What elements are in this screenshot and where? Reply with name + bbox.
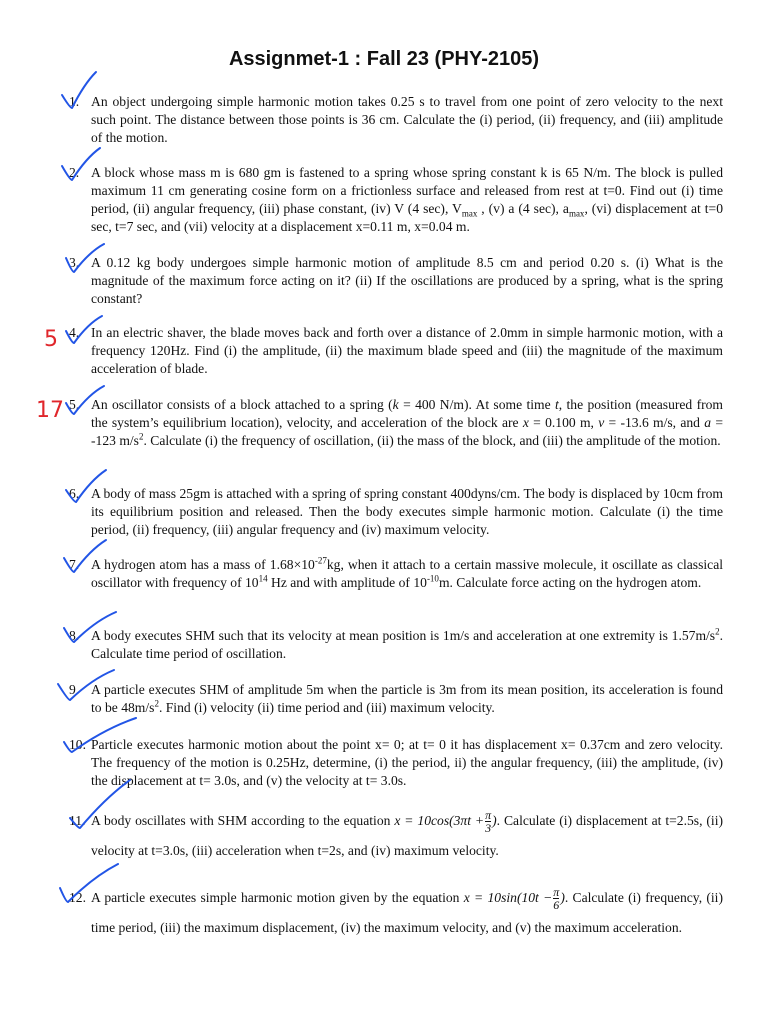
- question-number: 11.: [69, 813, 86, 828]
- question-5: [69, 396, 723, 450]
- question-12: [69, 883, 723, 943]
- question-text: Particle executes harmonic motion about the point x= 0; at t= 0 it has displacement x= 0.37cm and zero velocity. The frequency of the motion is 0.25Hz, determine, (i) the period, ii) the angular frequency, (iii) the amplitude, (iv) the displacement at t= 3.0s, and (v) the velocity at t= 3.0s.: [91, 737, 723, 788]
- page-title: Assignmet-1 : Fall 23 (PHY-2105): [228, 48, 540, 70]
- question-text: A block whose mass m is 680 gm is fastened to a spring whose spring constant k is 65 N/m. The block is pulled maximum 11 cm generating cosine form on a frictionless surface and released from rest at t=0. Find out (i) time period, (ii) angular frequency, (iii) phase constant, (iv) V (4 sec), $V_{max}$ , (v) a (4 sec), $a_{max}$, (vi) displacement at t=0 sec, t=7 sec, and (vii) velocity at a displacement x=0.11 m, x=0.04 m.: [91, 165, 723, 234]
- question-number: 6.: [69, 486, 80, 501]
- question-number: 12.: [69, 890, 86, 905]
- question-3: [69, 254, 723, 308]
- question-number: 10.: [69, 737, 86, 752]
- question-text: An oscillator consists of a block attached to a spring (k = 400 N/m). At some time t, the position (measured from the system’s equilibrium location), velocity, and acceleration of the block are x = 0.100 m, v = -13.6 m/s, and a = -123 $m/s^2$. Calculate (i) the frequency of oscillation, (ii) the mass of the block, and (iii) the amplitude of the motion.: [91, 397, 723, 448]
- question-6: [69, 485, 723, 539]
- question-number: 3.: [69, 255, 80, 270]
- equation: x = 10sin(10t − $\frac{\pi}{6}$ ): [463, 885, 565, 913]
- score-mark-q4: 5: [44, 327, 58, 352]
- question-number: 7.: [69, 557, 80, 572]
- question-text: A body executes SHM such that its velocity at mean position is 1m/s and acceleration at one extremity is $1.57m/s^2$. Calculate time period of oscillation.: [91, 626, 723, 661]
- question-number: 1.: [69, 94, 80, 109]
- question-number: 4.: [69, 325, 80, 340]
- question-text: A hydrogen atom has a mass of $1.68\times 10^{-27}kg$, when it attach to a certain massive molecule, it oscillate as classical oscillator with frequency of $10^{14}$ Hz and with amplitude of $10^{-10}m$. Calculate force acting on the hydrogen atom.: [91, 555, 724, 590]
- fraction: $\frac{\pi}{6}$: [553, 885, 560, 913]
- question-text: A 0.12 kg body undergoes simple harmonic motion of amplitude 8.5 cm and period 0.20 s. (i) What is the magnitude of the maximum force acting on it? (ii) If the oscillations are produced by a spring, what is the spring constant?: [91, 255, 723, 306]
- question-number: 8.: [69, 628, 80, 643]
- question-text: In an electric shaver, the blade moves back and forth over a distance of 2.0mm in simple harmonic motion, with a frequency 120Hz. Find (i) the amplitude, (ii) the maximum blade speed and (iii) the magnitude of the maximum acceleration of blade.: [91, 325, 723, 376]
- question-1: [69, 93, 723, 147]
- question-text: A particle executes SHM of amplitude 5m when the particle is 3m from its mean position, its acceleration is found to be $48m/s^2$. Find (i) velocity (ii) time period and (iii) maximum velocity.: [91, 682, 723, 715]
- question-10: [69, 736, 723, 790]
- question-7: [69, 555, 724, 592]
- score-mark-q5: 17: [36, 398, 64, 423]
- question-2: [69, 164, 723, 236]
- question-text: A particle executes simple harmonic motion given by the equation x = 10sin(10t − $\frac{\pi}{6}$ ). Calculate (i) frequency, (ii) time period, (iii) the maximum displacement, (iv) the maximum velocity, and (v) the maximum acceleration.: [91, 885, 723, 935]
- question-text: An object undergoing simple harmonic motion takes 0.25 s to travel from one point of zero velocity to the next such point. The distance between those points is 36 cm. Calculate the (i) period, (ii) frequency, and (iii) amplitude of the motion.: [91, 94, 723, 145]
- question-11: [69, 806, 723, 866]
- question-4: [69, 324, 723, 378]
- question-8: [69, 626, 723, 663]
- fraction: $\frac{\pi}{3}$: [485, 808, 492, 836]
- question-9: [69, 681, 723, 717]
- question-text: A body of mass 25gm is attached with a spring of spring constant 400dyns/cm. The body is displaced by 10cm from its equilibrium position and released. Then the body executes simple harmonic motion. Calculate (i) the time period, (ii) frequency, (iii) angular frequency and (iv) maximum velocity.: [91, 486, 723, 537]
- question-number: 5.: [69, 397, 80, 412]
- equation: x = 10cos(3πt + $\frac{\pi}{3}$ ): [394, 808, 497, 836]
- question-text: A body oscillates with SHM according to the equation x = 10cos(3πt + $\frac{\pi}{3}$ ). Calculate (i) displacement at t=2.5s, (ii) velocity at t=3.0s, (iii) acceleration when t=2s, and (iv) maximum velocity.: [91, 808, 723, 858]
- question-number: 2.: [69, 165, 80, 180]
- question-number: 9.: [69, 682, 80, 697]
